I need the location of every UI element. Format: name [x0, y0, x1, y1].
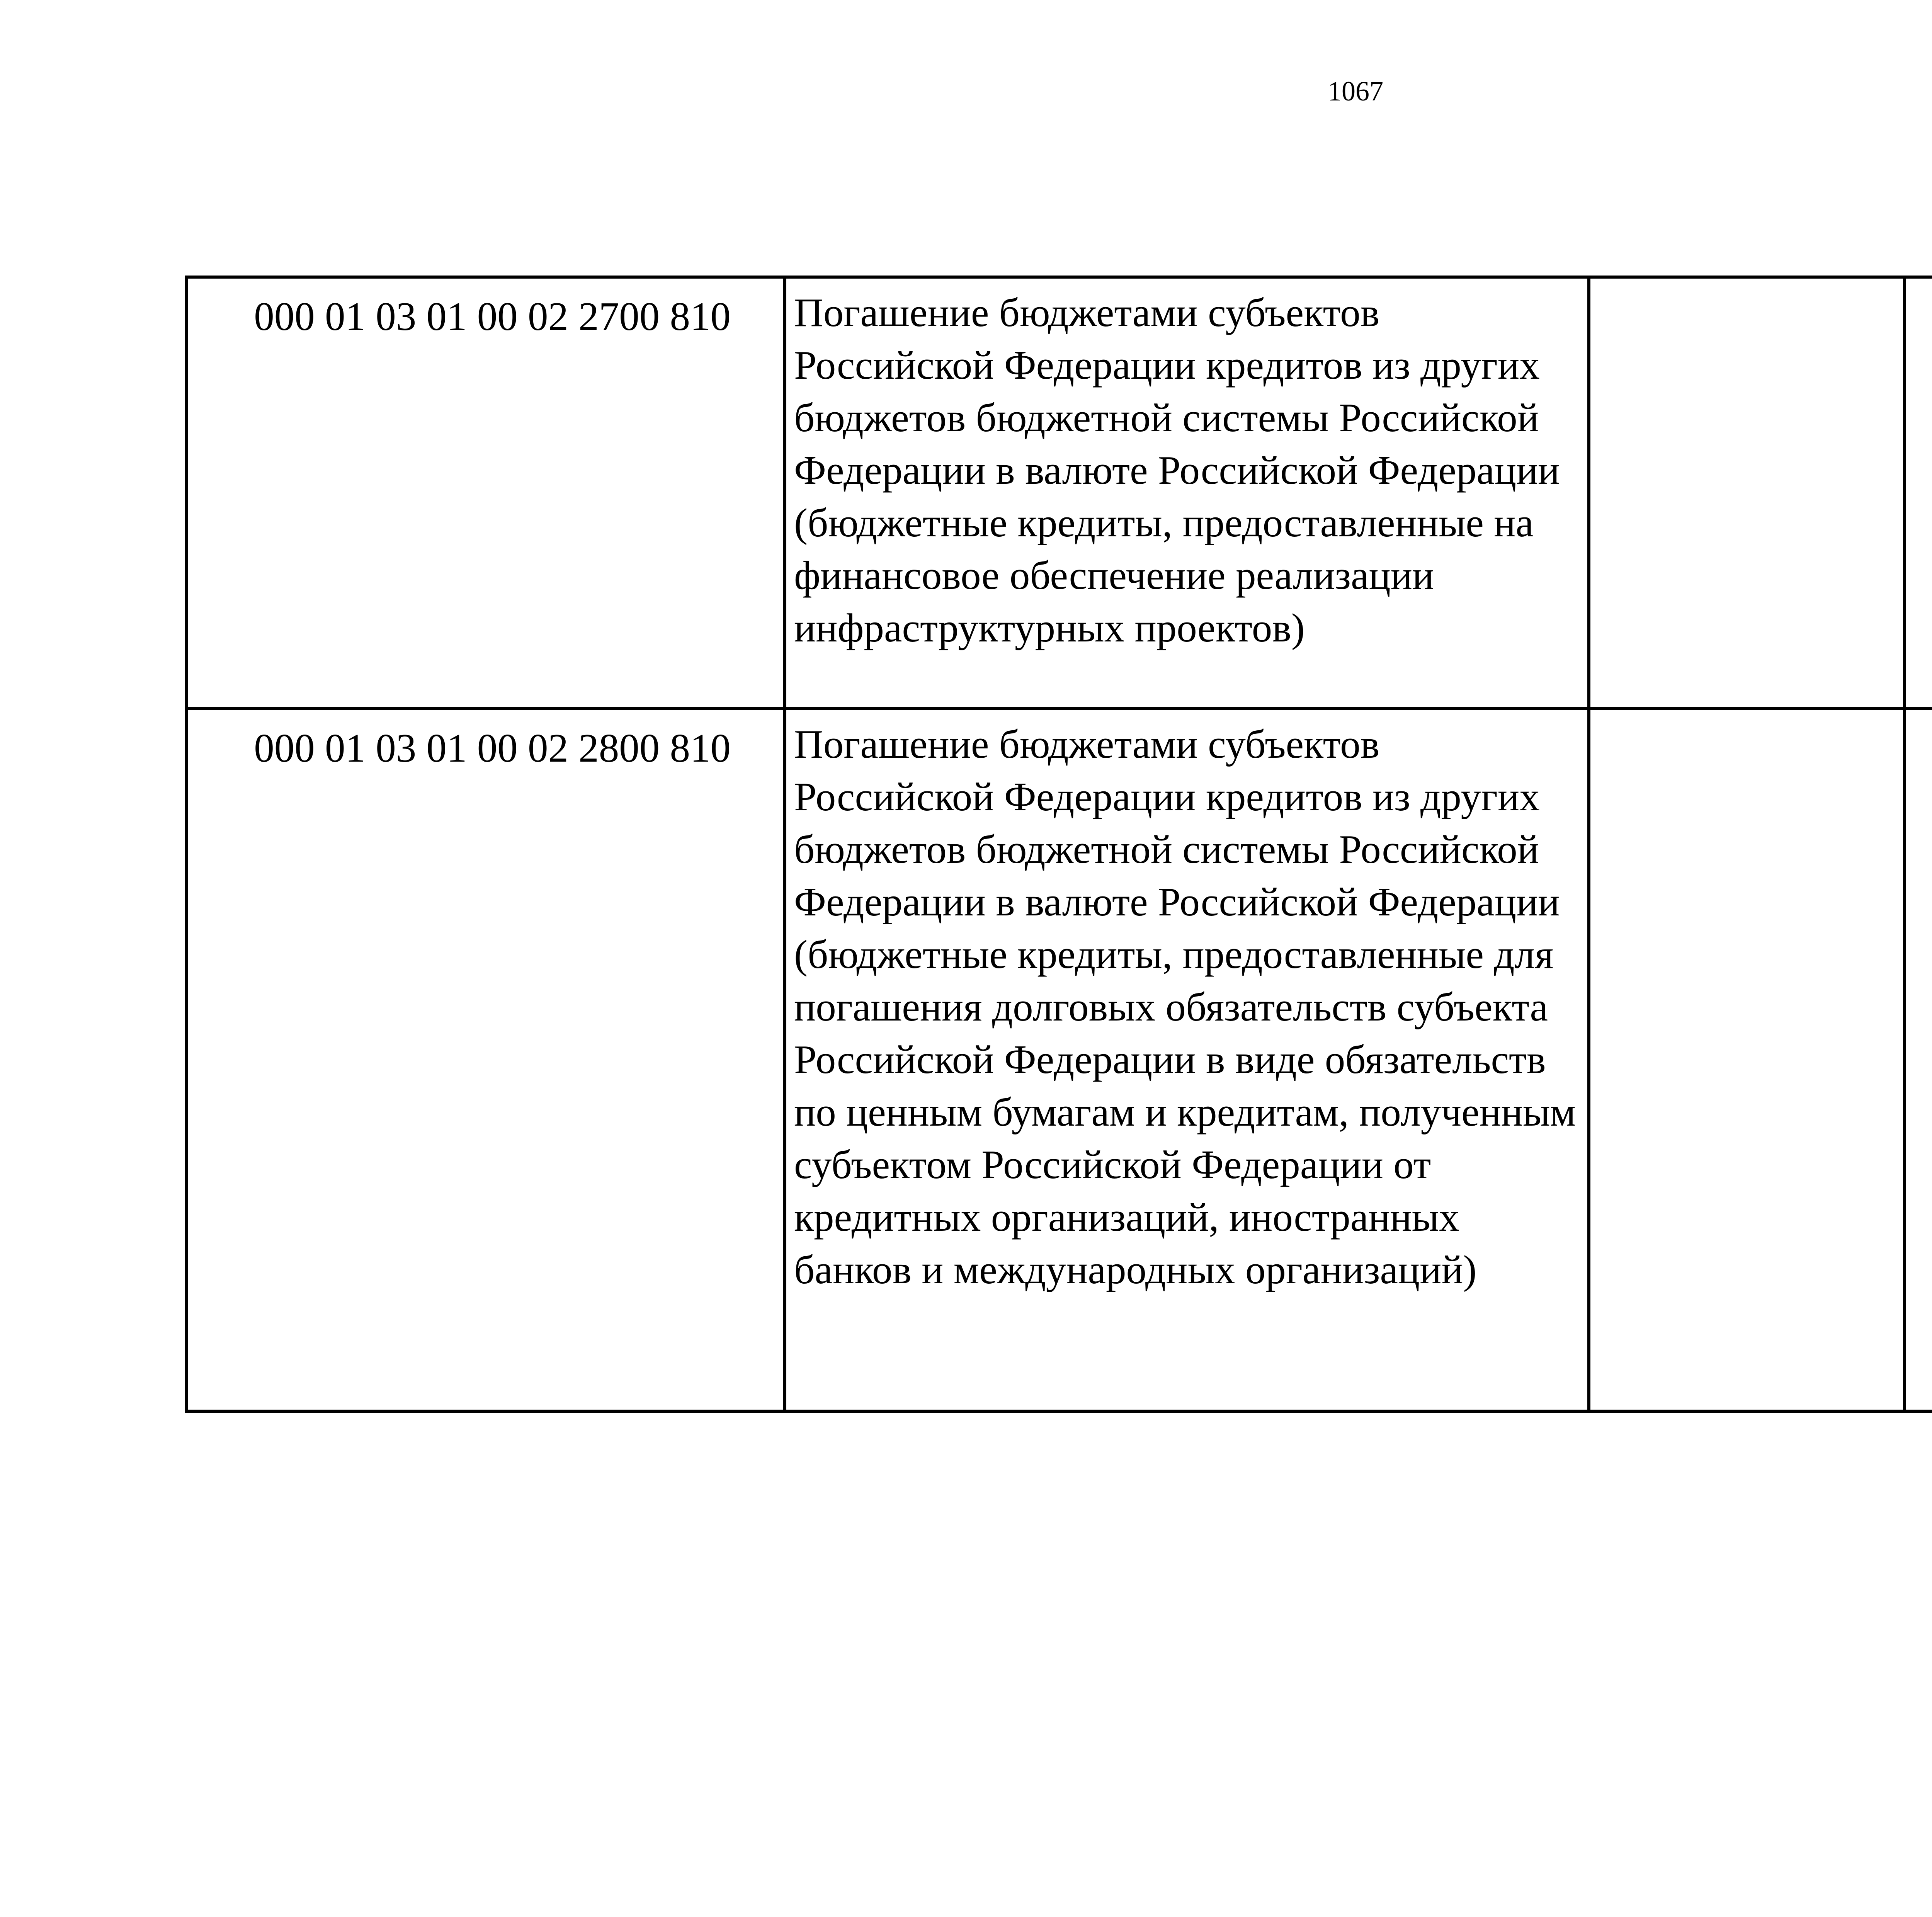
table-row [186, 277, 1932, 709]
budget-classification-code: 000 01 03 01 00 02 2700 810 [186, 277, 785, 709]
amount-cell-column-3 [1589, 277, 1905, 709]
table-row [186, 709, 1932, 1411]
amount-cell-column-4 [1905, 709, 1932, 1411]
amount-cell-column-3 [1589, 709, 1905, 1411]
row-description: Погашение бюджетами субъектов Российской Федерации кредитов из других бюджетов бюджетной системы Российской Федерации в валюте Российской Федерации (бюджетные кредиты, предоставленные для погашения долговых обязательств субъекта Российской Федерации в виде обязательств по ценным бумагам и кредитам, полученным субъектом Российской Федерации от кредитных организаций, иностранных банков и международных организаций) [785, 709, 1589, 1411]
row-description: Погашение бюджетами субъектов Российской Федерации кредитов из других бюджетов бюджетной системы Российской Федерации в валюте Российской Федерации (бюджетные кредиты, предоставленные на финансовое обеспечение реализации инфраструктурных проектов) [785, 277, 1589, 709]
budget-classification-code: 000 01 03 01 00 02 2800 810 [186, 709, 785, 1411]
budget-sources-table [185, 276, 1932, 1413]
amount-cell-column-4 [1905, 277, 1932, 709]
page-number: 1067 [1328, 76, 1383, 107]
